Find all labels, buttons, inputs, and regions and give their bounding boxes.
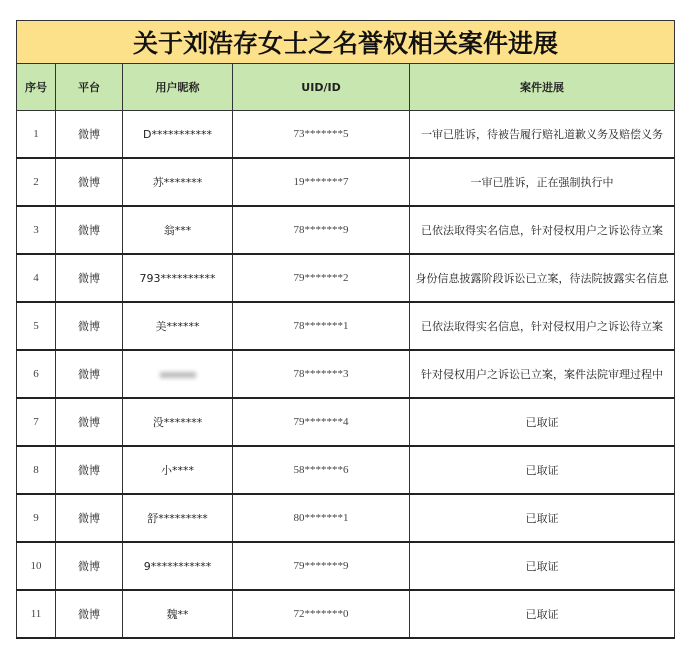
row-platform: 微博 xyxy=(56,398,123,446)
row-index: 4 xyxy=(17,254,56,302)
row-uid: 58*******6 xyxy=(233,446,410,494)
table-row xyxy=(17,111,675,159)
row-index: 8 xyxy=(17,446,56,494)
row-platform: 微博 xyxy=(56,206,123,254)
case-progress-table xyxy=(16,20,675,639)
row-progress: 已依法取得实名信息，针对侵权用户之诉讼待立案 xyxy=(410,302,675,350)
row-nickname: 没******* xyxy=(123,398,233,446)
row-nickname: 美****** xyxy=(123,302,233,350)
row-progress: 身份信息披露阶段诉讼已立案，待法院披露实名信息 xyxy=(410,254,675,302)
table-row xyxy=(17,446,675,494)
table-row xyxy=(17,302,675,350)
row-index: 10 xyxy=(17,542,56,590)
row-uid: 79*******2 xyxy=(233,254,410,302)
row-nickname: 舒********* xyxy=(123,494,233,542)
row-platform: 微博 xyxy=(56,494,123,542)
row-progress: 一审已胜诉，待被告履行赔礼道歉义务及赔偿义务 xyxy=(410,111,675,159)
header-progress: 案件进展 xyxy=(410,64,675,111)
row-nickname: 魏** xyxy=(123,590,233,638)
row-progress: 已取证 xyxy=(410,590,675,638)
row-progress: 已取证 xyxy=(410,494,675,542)
row-platform: 微博 xyxy=(56,158,123,206)
row-progress: 针对侵权用户之诉讼已立案，案件法院审理过程中 xyxy=(410,350,675,398)
row-uid: 78*******1 xyxy=(233,302,410,350)
table-row xyxy=(17,206,675,254)
row-nickname: 9*********** xyxy=(123,542,233,590)
table-title: 关于刘浩存女士之名誉权相关案件进展 xyxy=(17,21,675,64)
header-index: 序号 xyxy=(17,64,56,111)
row-uid: 78*******9 xyxy=(233,206,410,254)
row-nickname xyxy=(123,350,233,398)
row-platform: 微博 xyxy=(56,111,123,159)
header-row xyxy=(17,64,675,111)
row-nickname: D*********** xyxy=(123,111,233,159)
row-platform: 微博 xyxy=(56,542,123,590)
row-nickname: 793********** xyxy=(123,254,233,302)
row-platform: 微博 xyxy=(56,350,123,398)
table-row xyxy=(17,254,675,302)
row-nickname: 翁*** xyxy=(123,206,233,254)
row-index: 5 xyxy=(17,302,56,350)
table-row xyxy=(17,590,675,638)
row-index: 9 xyxy=(17,494,56,542)
header-uid: UID/ID xyxy=(233,64,410,111)
row-uid: 73*******5 xyxy=(233,111,410,159)
table-row xyxy=(17,542,675,590)
table-row xyxy=(17,350,675,398)
row-progress: 已取证 xyxy=(410,542,675,590)
row-uid: 78*******3 xyxy=(233,350,410,398)
row-platform: 微博 xyxy=(56,446,123,494)
row-index: 2 xyxy=(17,158,56,206)
header-platform: 平台 xyxy=(56,64,123,111)
row-platform: 微博 xyxy=(56,254,123,302)
row-platform: 微博 xyxy=(56,302,123,350)
row-uid: 19*******7 xyxy=(233,158,410,206)
row-index: 1 xyxy=(17,111,56,159)
blurred-nickname xyxy=(160,372,196,378)
row-progress: 已依法取得实名信息，针对侵权用户之诉讼待立案 xyxy=(410,206,675,254)
table-row xyxy=(17,158,675,206)
row-progress: 一审已胜诉，正在强制执行中 xyxy=(410,158,675,206)
row-nickname: 小**** xyxy=(123,446,233,494)
row-index: 11 xyxy=(17,590,56,638)
row-uid: 79*******4 xyxy=(233,398,410,446)
row-index: 3 xyxy=(17,206,56,254)
row-nickname: 苏******* xyxy=(123,158,233,206)
row-progress: 已取证 xyxy=(410,398,675,446)
row-uid: 80*******1 xyxy=(233,494,410,542)
row-uid: 79*******9 xyxy=(233,542,410,590)
row-index: 7 xyxy=(17,398,56,446)
row-index: 6 xyxy=(17,350,56,398)
table-row xyxy=(17,494,675,542)
row-uid: 72*******0 xyxy=(233,590,410,638)
table-row xyxy=(17,398,675,446)
header-nickname: 用户昵称 xyxy=(123,64,233,111)
row-progress: 已取证 xyxy=(410,446,675,494)
row-platform: 微博 xyxy=(56,590,123,638)
